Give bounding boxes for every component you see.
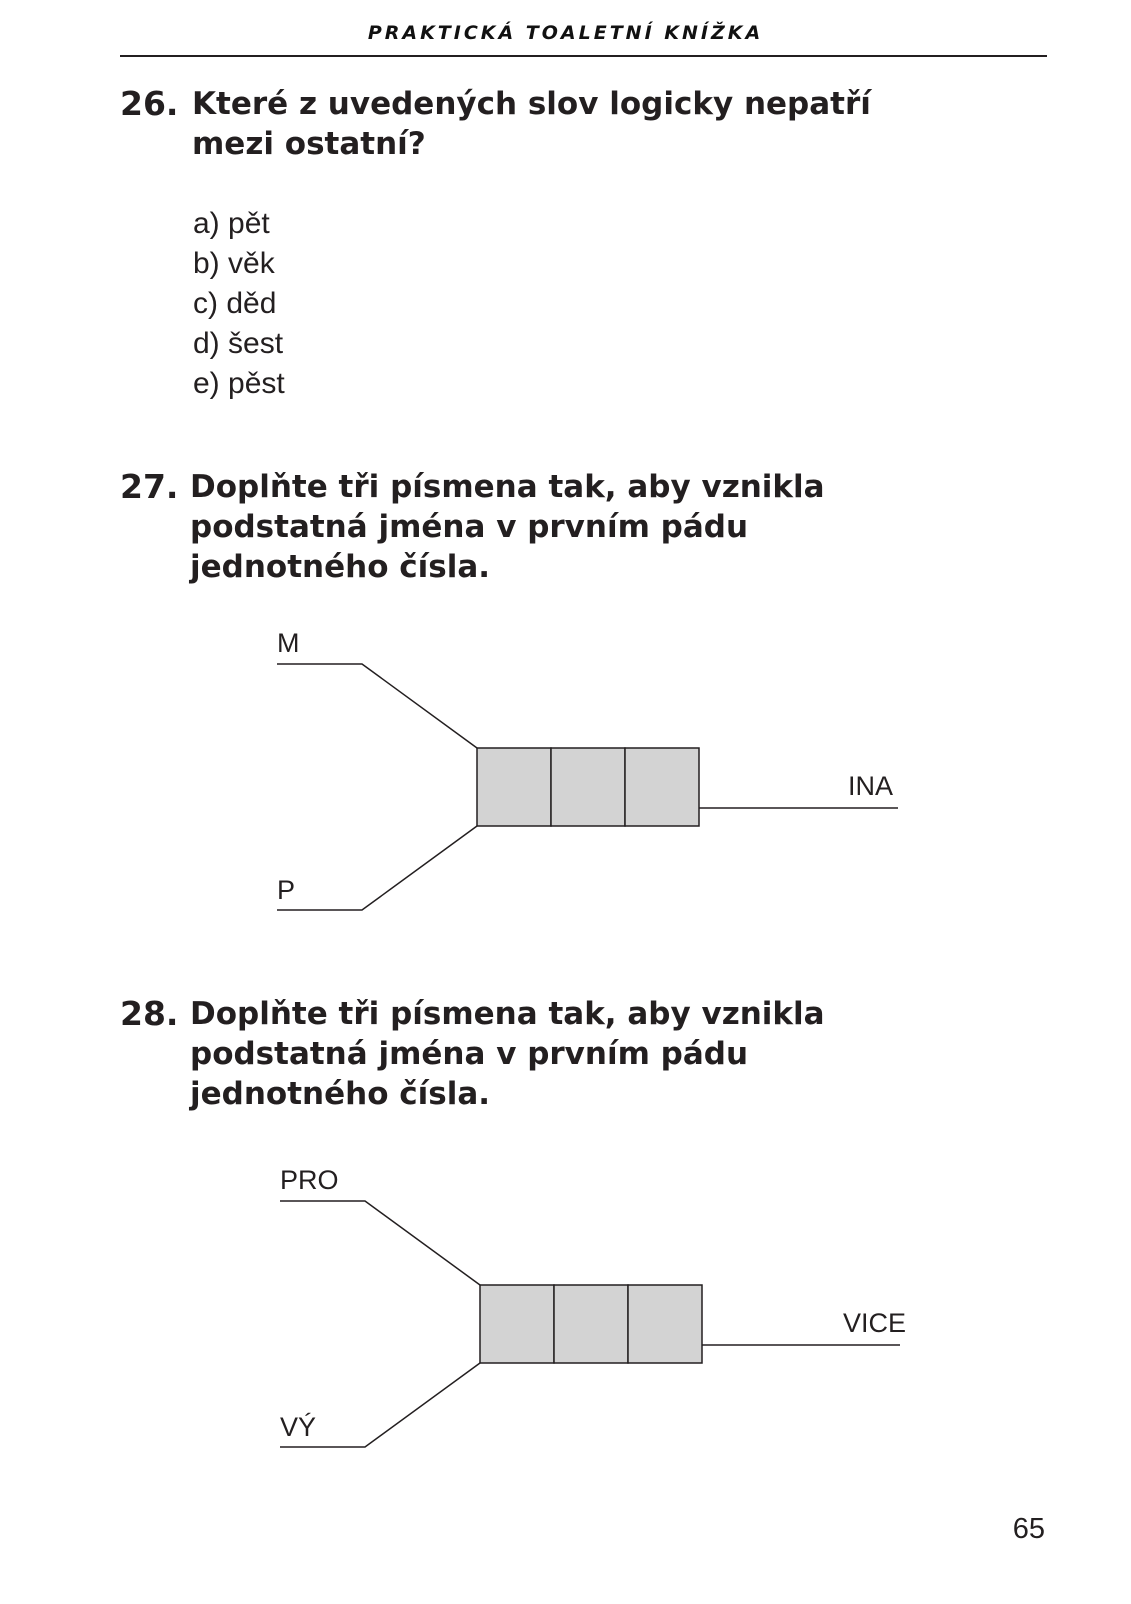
diagram-28-letter-box-1[interactable] xyxy=(480,1285,554,1363)
question-27-number: 27. xyxy=(120,467,179,506)
question-27-line-2: podstatná jména v prvním pádu xyxy=(190,509,749,545)
question-27-line-1: Doplňte tři písmena tak, aby vznikla xyxy=(190,469,825,505)
running-head: PRAKTICKÁ TOALETNÍ KNÍŽKA xyxy=(367,22,764,44)
page-number: 65 xyxy=(1012,1513,1045,1545)
diagram-28-letter-box-2[interactable] xyxy=(554,1285,628,1363)
diagram-28-letter-box-3[interactable] xyxy=(628,1285,702,1363)
diagram-27-bottom-prefix: P xyxy=(277,875,296,905)
question-28-number: 28. xyxy=(120,994,179,1033)
option-e: e) pěst xyxy=(193,367,285,400)
diagram-28-suffix: VICE xyxy=(843,1308,907,1338)
option-c: c) děd xyxy=(193,287,277,320)
diagram-27-top-prefix: M xyxy=(277,628,300,658)
diagram-28-top-prefix: PRO xyxy=(280,1165,339,1195)
question-28-line-1: Doplňte tři písmena tak, aby vznikla xyxy=(190,996,825,1032)
question-28-line-2: podstatná jména v prvním pádu xyxy=(190,1036,749,1072)
option-a: a) pět xyxy=(193,207,270,240)
question-26-number: 26. xyxy=(120,84,179,123)
option-b: b) věk xyxy=(193,247,275,280)
question-27-line-3: jednotného čísla. xyxy=(190,549,491,585)
diagram-28-bottom-prefix: VÝ xyxy=(280,1412,317,1442)
question-26-line-1: Které z uvedených slov logicky nepatří xyxy=(192,86,871,122)
diagram-28-bottom-connector xyxy=(280,1363,480,1447)
diagram-27-suffix: INA xyxy=(848,771,894,801)
diagram-28-top-connector xyxy=(280,1201,480,1285)
question-28-line-3: jednotného čísla. xyxy=(190,1076,491,1112)
question-26-line-2: mezi ostatní? xyxy=(192,126,426,162)
option-d: d) šest xyxy=(193,327,284,360)
